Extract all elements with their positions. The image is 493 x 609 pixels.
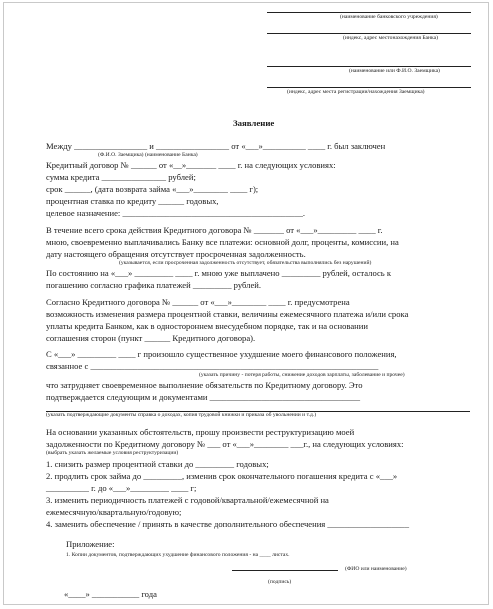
p6-line-2: задолженности по Кредитному договору № ___ от «___»________ ___г., на следующих условиях:	[46, 439, 404, 449]
bank-address-line	[267, 33, 471, 34]
borrower-line	[267, 66, 471, 67]
p3-line-1: По состоянию на «___» _________ ____ г. мною уже выплачено _________ рублей, осталось к	[46, 268, 392, 278]
p2-caption: (указывается, если просроченная задолженность отсутствует, обязательства выполнялись без нарушений)	[119, 260, 372, 266]
option-4: 4. заменить обеспечение / принять в качестве дополнительного обеспечения ___________________	[46, 519, 410, 529]
documents-caption: (указать подтверждающие документы справка о доходах, копия трудовой книжки и приказа об увольнении и т.д.)	[46, 412, 317, 418]
contract-number-line: Кредитный договор № ______ от «__»_______ ____ г. на следующих условиях:	[46, 160, 336, 170]
p3-line-2: погашению согласно графика платежей _________ рублей.	[46, 280, 262, 290]
p4-line-3: уплаты кредита Банком, как в одностороннем внесудебном порядке, так и на основании	[46, 321, 368, 331]
p2-line-3: дату настоящего обращения отсутствует просроченная задолженность.	[46, 249, 306, 259]
attachment-1: 1. Копии документов, подтверждающих ухудшение финансового положения - на ____ листах.	[66, 552, 290, 558]
attachments-heading: Приложение:	[66, 539, 115, 549]
credit-sum-line: сумма кредита _______________ рублей;	[46, 172, 196, 182]
rate-line: процентная ставка по кредиту ______ годовых,	[46, 196, 219, 206]
p2-line-2: мною, своевременно выплачивались Банку все платежи: основной долг, проценты, комиссии, на	[46, 237, 399, 247]
borrower-address-line	[267, 87, 471, 88]
p5-line-3: что затрудняет своевременное выполнение обязательств по Кредитному договору. Это	[46, 380, 363, 390]
borrower-address-caption: (индекс, адрес места регистрации/нахождения Заемщика)	[287, 89, 425, 95]
p4-line-1: Согласно Кредитного договора № ______ от «___»________ ____ г. предусмотрена	[46, 297, 350, 307]
p4-line-2: возможность изменения размера процентной ставки, величины ежемесячного платежа и/или срока	[46, 309, 409, 319]
bank-address-caption: (индекс, адрес местонахождения Банка)	[343, 35, 439, 41]
option-2-line-2: __________ г. до «___»_________ ____ г;	[46, 483, 197, 493]
p5-line-1: С «___» _________ ____ г произошло существенное ухудшение моего финансового положения,	[46, 349, 397, 359]
option-1: 1. снизить размер процентной ставки до _________ годовых;	[46, 459, 269, 469]
date-line: «____» ___________ года	[64, 589, 157, 599]
conditions-caption: (выбрать указать желаемые условия реструктуризации)	[46, 450, 179, 456]
borrower-caption: (наименование или Ф.И.О. Заемщика)	[349, 68, 440, 74]
p6-line-1: На основании указанных обстоятельств, прошу произвести реструктуризацию моей	[46, 427, 355, 437]
bank-name-caption: (наименование банковского учреждения)	[340, 14, 438, 20]
reason-caption: (указать причину - потеря работы, снижение доходов зарплаты, заболевание и прочее)	[199, 372, 405, 378]
document-page	[3, 2, 489, 605]
bank-name-line	[267, 12, 471, 13]
parties-caption: (Ф.И.О. Заемщика) (наименование Банка)	[98, 152, 198, 158]
option-3-line-1: 3. изменить периодичность платежей с годовой/квартальной/ежемесячной на	[46, 495, 329, 505]
option-3-line-2: ежемесячную/квартальную/годовую;	[46, 507, 182, 517]
p5-line-4: подтверждается следующим и документами ___________________________________	[46, 392, 361, 402]
p5-line-2: связанное с ___________________________________________________________________	[46, 361, 379, 371]
option-2-line-1: 2. продлить срок займа до _________, изменив срок окончательного погашения кредита с «___»	[46, 471, 398, 481]
p4-line-4: соглашения сторон (пункт ______ Кредитного договора).	[46, 333, 256, 343]
contract-line: Между _________________ и _________________ от «___»__________ ____ г. был заключен	[46, 141, 386, 151]
signature-caption: (подпись)	[268, 579, 292, 585]
p2-line-1: В течение всего срока действия Кредитного договора № _______ от «___»_________ ____ г.	[46, 225, 383, 235]
term-line: срок ______, (дата возврата займа «___»________ ____ г);	[46, 184, 259, 194]
document-title: Заявление	[233, 118, 275, 128]
purpose-line: целевое назначение: __________________________________________.	[46, 208, 306, 218]
name-caption: (ФИО или наименование)	[345, 566, 407, 572]
name-line	[232, 570, 338, 571]
